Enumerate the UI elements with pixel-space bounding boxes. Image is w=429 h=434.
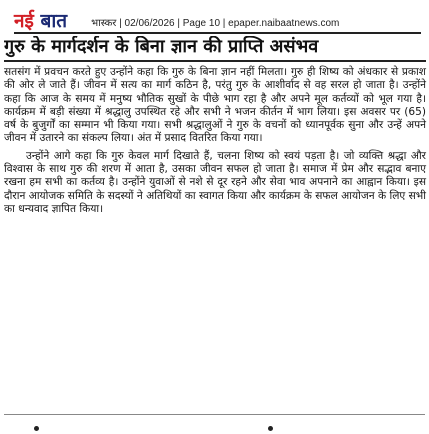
logo-part-2: बात xyxy=(40,10,68,32)
bullet-dot-left xyxy=(34,426,39,431)
newspaper-logo xyxy=(14,10,67,32)
news-article xyxy=(4,36,426,216)
edition-meta-line: भास्कर | 02/06/2026 | Page 10 | epaper.naibaatnews.com xyxy=(91,18,340,29)
bullet-dot-right xyxy=(268,426,273,431)
article-paragraph-2: उन्होंने आगे कहा कि गुरु केवल मार्ग दिखाते हैं, चलना शिष्य को स्वयं पड़ता है। जो व्यक्ति श्रद्धा और विश्वास के साथ गुरु की शरण में आता है, उसका जीवन सफल हो जाता है। समाज में प्रेम और सद्भाव बनाए रखना हम सभी का कर्तव्य है। उन्होंने युवाओं से नशे से दूर रहने और सेवा भाव अपनाने का आह्वान किया। इस दौरान आयोजक समिति के सदस्यों ने अतिथियों का स्वागत किया और कार्यक्रम के सफल आयोजन के लिए सभी का धन्यवाद ज्ञापित किया। xyxy=(4,149,426,215)
article-paragraph-1: सतसंग में प्रवचन करते हुए उन्होंने कहा कि गुरु के बिना ज्ञान नहीं मिलता। गुरु ही शिष्य को अंधकार से प्रकाश की ओर ले जाते हैं। जीवन में सत्य का मार्ग कठिन है, परंतु गुरु के आशीर्वाद से वह सरल हो जाता है। उन्होंने कहा कि आज के समय में मनुष्य भौतिक सुखों के पीछे भाग रहा है और अपने मूल कर्तव्यों को भूल गया है। कार्यक्रम में बड़ी संख्या में श्रद्धालु उपस्थित रहे और सभी ने भजन कीर्तन में भाग लिया। इस अवसर पर (65) वर्ष के बुजुर्गों का सम्मान भी किया गया। सभी श्रद्धालुओं ने गुरु के वचनों को ध्यानपूर्वक सुना और उन्हें अपने जीवन में उतारने का संकल्प लिया। अंत में प्रसाद वितरित किया गया। xyxy=(4,66,426,145)
page-header xyxy=(14,8,421,34)
page-bottom-divider xyxy=(4,414,425,415)
logo-part-1: नई xyxy=(14,10,34,32)
article-headline: गुरु के मार्गदर्शन के बिना ज्ञान की प्राप्ति असंभव xyxy=(4,36,426,62)
